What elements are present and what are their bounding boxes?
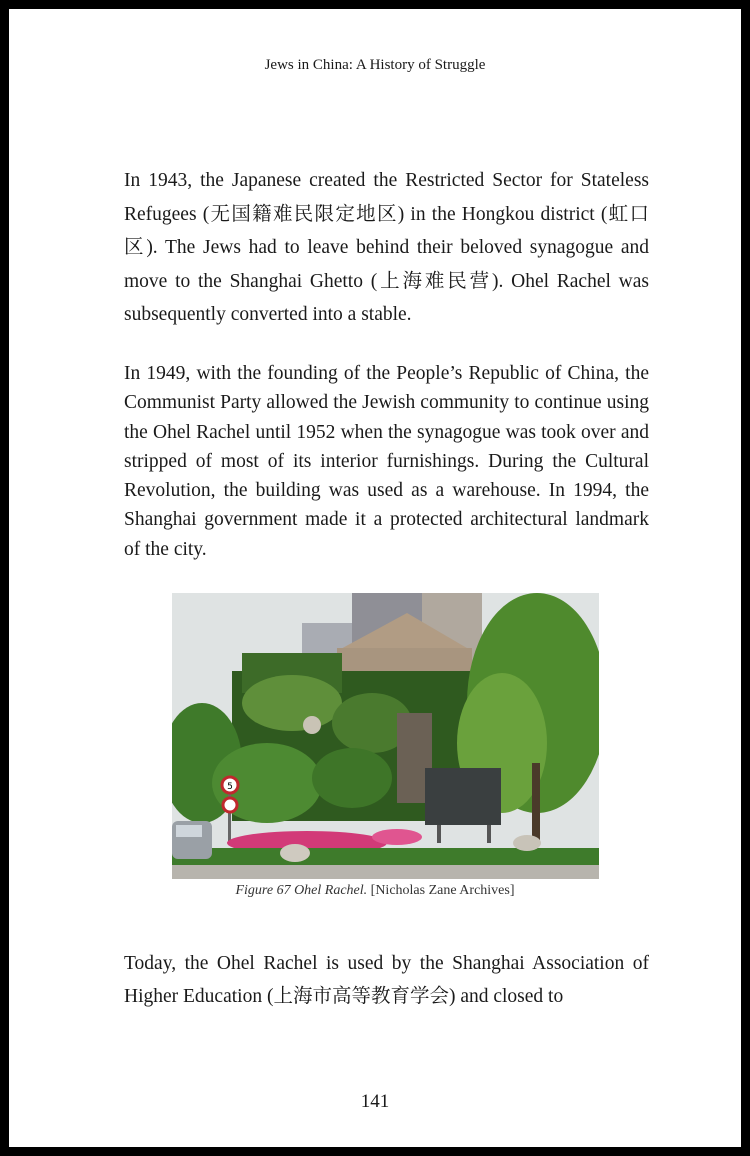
- page-number: 141: [360, 1091, 390, 1112]
- car-window: [176, 825, 202, 837]
- paragraph-2: In 1949, with the founding of the People’s Republic of China, the Communist Party allowed the Jewish community to continue using the Ohel Rachel until 1952 when the synagogue was took over and stripped of most of its interior furnishings. During the Cultural Revolution, the building was used as a warehouse. In 1994, the Shanghai government made it a protected architectural landmark of the city.: [124, 363, 649, 560]
- road: [172, 865, 599, 879]
- sign-post: [437, 825, 441, 843]
- tree-trunk: [532, 763, 540, 843]
- sign-board: [425, 768, 501, 825]
- shrub-middle: [312, 748, 392, 808]
- no-parking-sign: [223, 798, 237, 812]
- paragraph-1: In 1943, the Japanese created the Restricted Sector for Stateless Refugees (无国籍难民限定地区) in the Hongkou district (虹口区). The Jews had to leave behind their beloved synagogue and move to the Shanghai Ghetto (上海难民营). Ohel Rachel was subsequently converted into a stable.: [124, 170, 649, 325]
- round-window: [303, 716, 321, 734]
- figure-caption: [9, 883, 741, 899]
- garden-rock: [280, 844, 310, 862]
- lawn: [172, 848, 599, 866]
- ivy-patch: [242, 675, 342, 731]
- garden-rock-2: [513, 835, 541, 851]
- azalea-bed-2: [372, 829, 422, 845]
- ohel-rachel-photo: [172, 593, 599, 879]
- figure-credit: [Nicholas Zane Archives]: [370, 883, 515, 898]
- book-page: [9, 9, 741, 1147]
- sign-post-2: [487, 825, 491, 843]
- running-header: Jews in China: A History of Struggle: [264, 57, 486, 73]
- speed-limit-value: 5: [227, 782, 233, 792]
- figure-label: Figure 67 Ohel Rachel.: [235, 883, 368, 898]
- paragraph-3: Today, the Ohel Rachel is used by the Shanghai Association of Higher Education (上海市高等教育学会) and closed to: [124, 953, 649, 1007]
